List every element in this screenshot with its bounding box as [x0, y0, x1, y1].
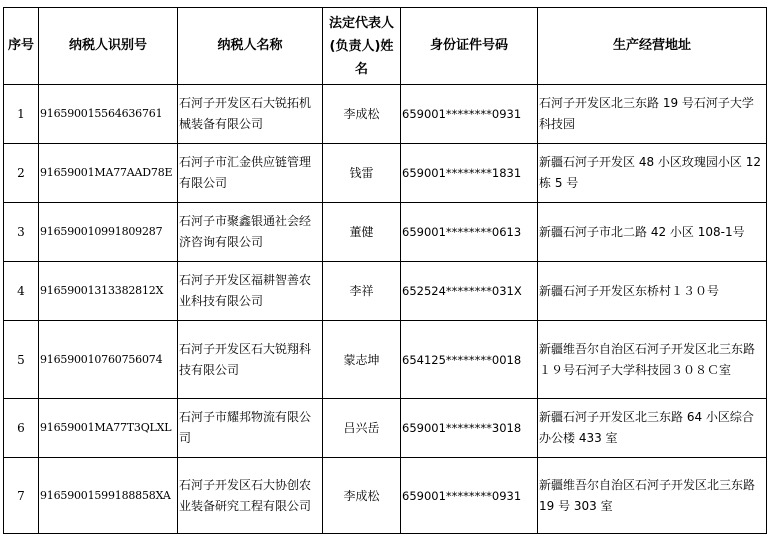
header-name: 纳税人名称 [178, 8, 323, 85]
cell-seq: 2 [4, 144, 39, 203]
cell-addr: 新疆维吾尔自治区石河子开发区北三东路１９号石河子大学科技园３０８Ｃ室 [538, 321, 767, 399]
cell-rep: 吕兴岳 [323, 399, 401, 458]
table-row [4, 144, 767, 203]
table-row [4, 85, 767, 144]
cell-id: 659001********1831 [401, 144, 538, 203]
cell-id: 659001********0613 [401, 203, 538, 262]
cell-seq: 4 [4, 262, 39, 321]
cell-addr: 新疆石河子开发区北三东路 64 小区综合办公楼 433 室 [538, 399, 767, 458]
cell-tin: 916590010760756074 [39, 321, 178, 399]
taxpayer-table [3, 7, 767, 534]
cell-id: 659001********0931 [401, 85, 538, 144]
cell-addr: 新疆石河子开发区 48 小区玫瑰园小区 12 栋 5 号 [538, 144, 767, 203]
cell-rep: 钱雷 [323, 144, 401, 203]
table-row [4, 399, 767, 458]
cell-seq: 5 [4, 321, 39, 399]
cell-name: 石河子开发区石大锐翔科技有限公司 [178, 321, 323, 399]
cell-name: 石河子市汇金供应链管理有限公司 [178, 144, 323, 203]
cell-rep: 李成松 [323, 458, 401, 534]
cell-tin: 91659001599188858XA [39, 458, 178, 534]
header-id: 身份证件号码 [401, 8, 538, 85]
header-tin: 纳税人识别号 [39, 8, 178, 85]
cell-rep: 李成松 [323, 85, 401, 144]
cell-seq: 3 [4, 203, 39, 262]
cell-addr: 新疆维吾尔自治区石河子开发区北三东路 19 号 303 室 [538, 458, 767, 534]
cell-tin: 916590015564636761 [39, 85, 178, 144]
table-row [4, 321, 767, 399]
cell-name: 石河子市耀邦物流有限公司 [178, 399, 323, 458]
cell-id: 659001********3018 [401, 399, 538, 458]
cell-addr: 石河子开发区北三东路 19 号石河子大学科技园 [538, 85, 767, 144]
cell-tin: 91659001MA77T3QLXL [39, 399, 178, 458]
cell-seq: 7 [4, 458, 39, 534]
cell-seq: 1 [4, 85, 39, 144]
cell-addr: 新疆石河子开发区东桥村１３０号 [538, 262, 767, 321]
cell-rep: 李祥 [323, 262, 401, 321]
cell-tin: 916590010991809287 [39, 203, 178, 262]
cell-rep: 蒙志坤 [323, 321, 401, 399]
table-row [4, 203, 767, 262]
cell-id: 654125********0018 [401, 321, 538, 399]
cell-addr: 新疆石河子市北二路 42 小区 108-1号 [538, 203, 767, 262]
cell-name: 石河子开发区石大协创农业装备研究工程有限公司 [178, 458, 323, 534]
table-header-row [4, 8, 767, 85]
cell-seq: 6 [4, 399, 39, 458]
cell-name: 石河子开发区石大锐拓机械装备有限公司 [178, 85, 323, 144]
cell-rep: 董健 [323, 203, 401, 262]
header-addr: 生产经营地址 [538, 8, 767, 85]
cell-name: 石河子市聚鑫银通社会经济咨询有限公司 [178, 203, 323, 262]
cell-id: 652524********031X [401, 262, 538, 321]
header-rep: 法定代表人(负责人)姓名 [323, 8, 401, 85]
cell-tin: 91659001313382812X [39, 262, 178, 321]
cell-tin: 91659001MA77AAD78E [39, 144, 178, 203]
table-row [4, 458, 767, 534]
table-row [4, 262, 767, 321]
cell-name: 石河子开发区福耕智善农业科技有限公司 [178, 262, 323, 321]
header-seq: 序号 [4, 8, 39, 85]
cell-id: 659001********0931 [401, 458, 538, 534]
